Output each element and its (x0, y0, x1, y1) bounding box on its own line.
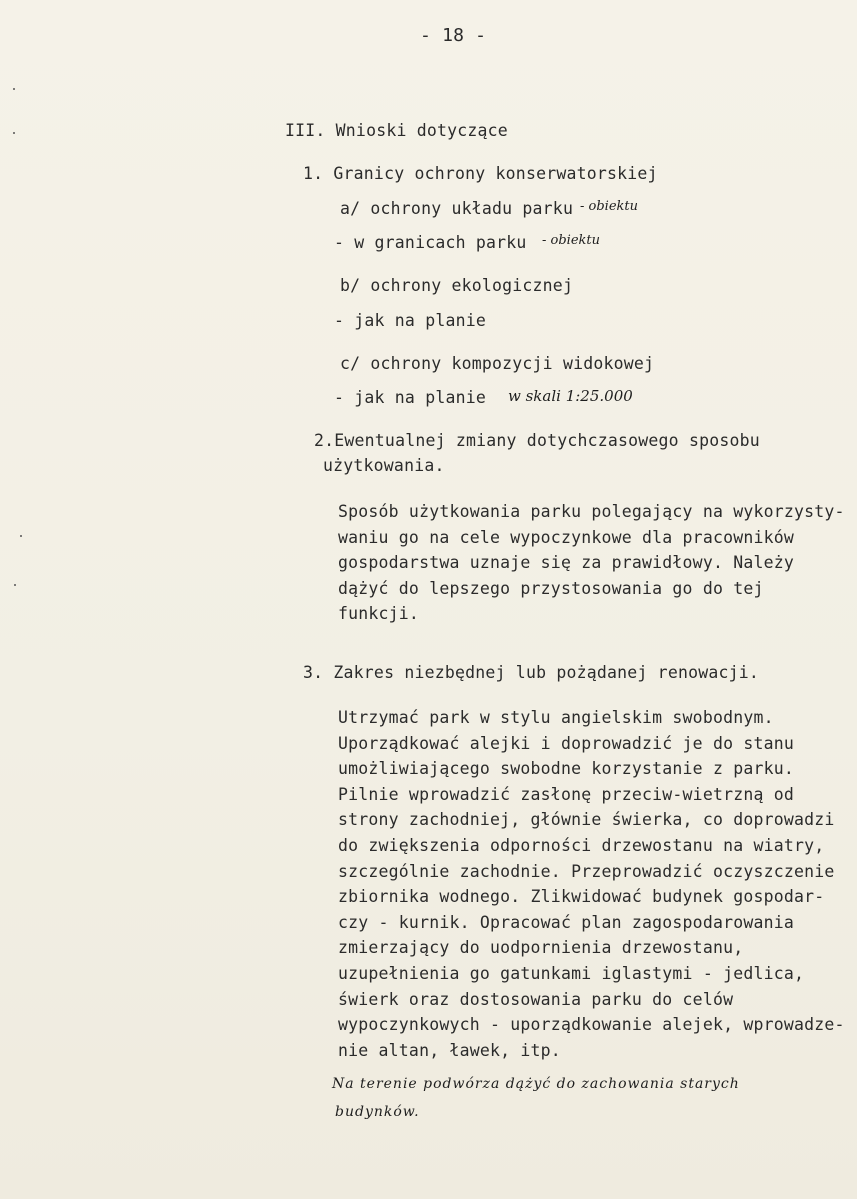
item3-body-line: szczególnie zachodnie. Przeprowadzić oczyszczenie (338, 861, 835, 881)
item3-body-line: zbiornika wodnego. Zlikwidować budynek gospodar- (338, 887, 825, 907)
item2-body-line: gospodarstwa uznaje się za prawidłowy. Należy (338, 553, 795, 573)
page-number: - 18 - (420, 25, 487, 46)
item2-body-line: Sposób użytkowania parku polegający na wykorzysty- (338, 502, 845, 521)
item1-c-sub: - jak na planie (334, 388, 487, 407)
item3-body-line: nie altan, ławek, itp. (338, 1040, 561, 1060)
margin-speck (20, 535, 22, 537)
item3-heading: 3. Zakres niezbędnej lub pożądanej renowacji. (303, 663, 760, 682)
item3-body-line: do zwiększenia odporności drzewostanu na wiatry, (338, 835, 825, 855)
item3-handwritten-note-line1: Na terenie podwórza dążyć do zachowania starych (332, 1076, 740, 1092)
item3-body-line: uzupełnienia go gatunkami iglastymi - jedlica, (338, 963, 805, 983)
item1-a-label: a/ ochrony układu parku (340, 199, 574, 218)
item2-body-line: dążyć do lepszego przystosowania go do tej (338, 578, 764, 598)
item3-body-line: czy - kurnik. Opracować plan zagospodarowania (338, 912, 795, 932)
item2-heading-line1: 2.Ewentualnej zmiany dotychczasowego sposobu (314, 431, 760, 450)
margin-speck (13, 88, 15, 90)
margin-speck (13, 132, 15, 134)
item3-body-line: umożliwiającego swobodne korzystanie z parku. (338, 759, 795, 779)
item2-body-line: funkcji. (338, 604, 420, 624)
item1-a-sub-handwritten-note: - obiektu (542, 233, 600, 248)
item3-body-line: strony zachodniej, głównie świerka, co doprowadzi (338, 810, 835, 830)
margin-speck (14, 584, 16, 586)
item3-body-line: Pilnie wprowadzić zasłonę przeciw-wietrzną od (338, 784, 795, 804)
item2-heading-line2: użytkowania. (323, 456, 445, 475)
item3-handwritten-note-line2: budynków. (335, 1104, 420, 1120)
section-title: III. Wnioski dotyczące (285, 121, 508, 140)
item1-c-handwritten-note: w skali 1:25.000 (508, 387, 633, 405)
item1-b-sub: - jak na planie (334, 311, 487, 330)
item1-c-label: c/ ochrony kompozycji widokowej (340, 354, 655, 373)
item3-body-line: Uporządkować alejki i doprowadzić je do stanu (338, 733, 795, 753)
item3-body-line: świerk oraz dostosowania parku do celów (338, 989, 734, 1009)
item3-body-line: Utrzymać park w stylu angielskim swobodnym. (338, 708, 774, 727)
item1-heading: 1. Granicy ochrony konserwatorskiej (303, 164, 658, 183)
item3-body-line: zmierzający do uodpornienia drzewostanu, (338, 938, 744, 958)
item1-a-sub: - w granicach parku (334, 233, 527, 252)
item3-body-line: wypoczynkowych - uporządkowanie alejek, wprowadze- (338, 1015, 845, 1035)
item2-body (338, 502, 845, 630)
item1-a-handwritten-note: - obiektu (580, 199, 638, 214)
item1-b-label: b/ ochrony ekologicznej (340, 276, 574, 295)
item2-body-line: waniu go na cele wypoczynkowe dla pracowników (338, 527, 795, 547)
item3-body (338, 708, 845, 1066)
